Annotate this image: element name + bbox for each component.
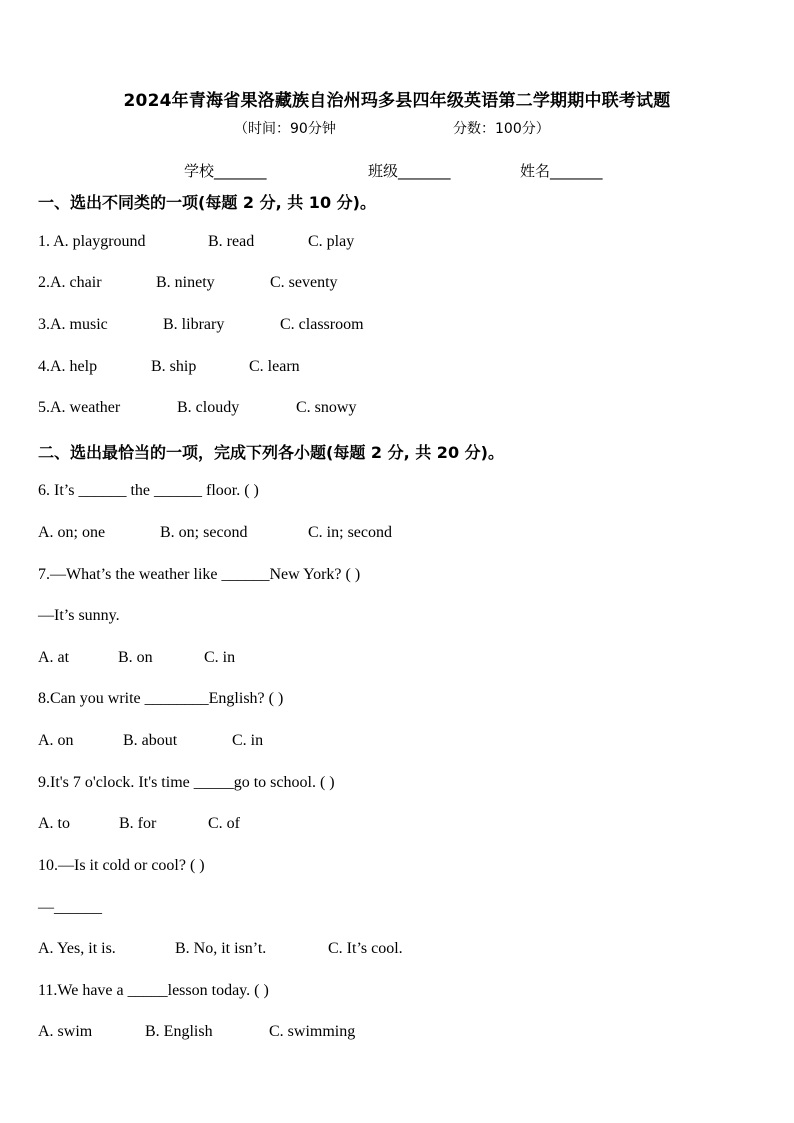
q9-option-c: C. of <box>208 815 240 832</box>
q10-option-b: B. No, it isn’t. <box>175 940 267 957</box>
q8-option-b: B. about <box>123 732 178 749</box>
q3-option-c: C. classroom <box>280 316 364 333</box>
question-7-answer: —It’s sunny. <box>38 607 120 624</box>
q1-option-a: 1. A. playground <box>38 233 146 250</box>
q10-option-a: A. Yes, it is. <box>38 940 116 957</box>
question-8-stem: 8.Can you write ________English? ( ) <box>38 690 284 707</box>
q3-option-b: B. library <box>163 316 225 333</box>
q4-option-a: 4.A. help <box>38 358 98 375</box>
q6-option-b: B. on; second <box>160 524 248 541</box>
school-field: 学校_______ <box>184 162 267 180</box>
question-10-answer: —______ <box>38 899 102 916</box>
q5-option-c: C. snowy <box>296 399 357 416</box>
q2-option-c: C. seventy <box>270 274 338 291</box>
q11-option-b: B. English <box>145 1023 213 1040</box>
q7-option-c: C. in <box>204 649 236 666</box>
q1-option-c: C. play <box>308 233 355 250</box>
q8-option-c: C. in <box>232 732 264 749</box>
q6-option-c: C. in; second <box>308 524 392 541</box>
exam-score: 分数：100分） <box>453 121 550 137</box>
class-field: 班级_______ <box>368 162 451 180</box>
q9-option-b: B. for <box>119 815 157 832</box>
q2-option-b: B. ninety <box>156 274 215 291</box>
q11-option-c: C. swimming <box>269 1023 356 1040</box>
q5-option-a: 5.A. weather <box>38 399 121 416</box>
name-field: 姓名_______ <box>520 162 603 180</box>
question-6-stem: 6. It’s ______ the ______ floor. ( ) <box>38 482 259 499</box>
q7-option-a: A. at <box>38 649 70 666</box>
q7-option-b: B. on <box>118 649 153 666</box>
question-7-stem: 7.—What’s the weather like ______New York? ( ) <box>38 566 361 583</box>
q6-option-a: A. on; one <box>38 524 106 541</box>
q10-option-c: C. It’s cool. <box>328 940 403 957</box>
question-9-stem: 9.It's 7 o'clock. It's time _____go to school. ( ) <box>38 774 335 791</box>
q9-option-a: A. to <box>38 815 70 832</box>
q4-option-c: C. learn <box>249 358 300 375</box>
q4-option-b: B. ship <box>151 358 197 375</box>
section-one-title: 一、选出不同类的一项(每题 2 分, 共 10 分)。 <box>38 193 376 212</box>
question-11-stem: 11.We have a _____lesson today. ( ) <box>38 982 269 999</box>
q1-option-b: B. read <box>208 233 255 250</box>
section-two-title: 二、选出最恰当的一项，完成下列各小题(每题 2 分, 共 20 分)。 <box>38 443 504 462</box>
exam-time: （时间：90分钟 <box>234 121 336 137</box>
q5-option-b: B. cloudy <box>177 399 240 416</box>
q11-option-a: A. swim <box>38 1023 93 1040</box>
q3-option-a: 3.A. music <box>38 316 108 333</box>
page-title: 2024年青海省果洛藏族自治州玛多县四年级英语第二学期期中联考试题 <box>123 91 671 111</box>
q8-option-a: A. on <box>38 732 74 749</box>
question-10-stem: 10.—Is it cold or cool? ( ) <box>38 857 205 874</box>
q2-option-a: 2.A. chair <box>38 274 102 291</box>
